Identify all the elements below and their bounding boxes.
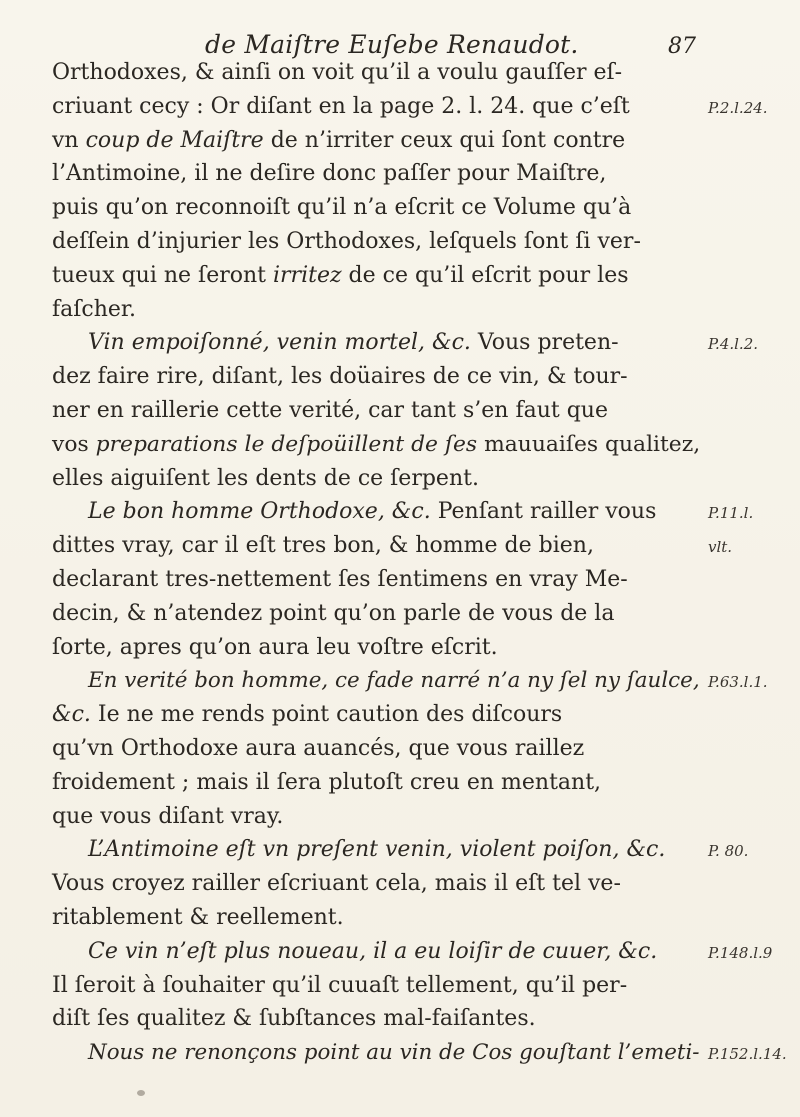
- text-line: [88, 327, 619, 359]
- text-run: decin, & n’atendez point qu’on parle de vous de la: [52, 600, 615, 626]
- text-run: ner en raillerie cette verité, car tant s’en faut que: [52, 398, 608, 423]
- text-line: [52, 598, 614, 630]
- italic-text-run: &c.: [52, 702, 91, 728]
- text-line: [52, 91, 630, 123]
- italic-text-run: irritez: [273, 262, 342, 288]
- page-number: 87: [668, 34, 696, 59]
- text-run: Orthodoxes, & ainſi on voit qu’il a voulu gauſſer eſ-: [52, 60, 623, 85]
- text-line: [52, 530, 594, 562]
- text-run: que vous diſant vray.: [52, 803, 284, 829]
- italic-text-run: En verité bon homme, ce fade narré n’a ny ſel ny ſaulce,: [88, 668, 700, 694]
- text-run: ſorte, apres qu’on aura leu voſtre eſcrit.: [52, 634, 498, 660]
- text-line: [52, 1003, 536, 1035]
- text-run: diſt ſes qualitez & ſubſtances mal-faiſantes.: [52, 1006, 536, 1032]
- text-line: [52, 361, 628, 393]
- text-line: [52, 57, 622, 89]
- text-line: [88, 1037, 700, 1069]
- text-run: Penſant railler vous: [430, 499, 657, 525]
- running-title: de Maiſtre Euſebe Renaudot.: [205, 30, 579, 59]
- text-run: l’Antimoine, il ne deſire donc paſſer pour Maiſtre,: [52, 161, 607, 187]
- margin-reference: P.152.l.14.: [708, 1045, 787, 1064]
- text-line: [52, 902, 344, 934]
- text-line: [88, 834, 665, 866]
- text-run: puis qu’on reconnoiſt qu’il n’a eſcrit ce Volume qu’à: [52, 195, 632, 221]
- ink-spot: [137, 1090, 145, 1096]
- margin-reference: P. 80.: [708, 842, 749, 861]
- italic-text-run: L’Antimoine eſt vn preſent venin, violent poiſon, &c.: [88, 837, 666, 863]
- text-line: [52, 564, 628, 596]
- italic-text-run: coup de Maiſtre: [85, 127, 264, 153]
- text-line: [52, 395, 608, 427]
- text-line: [88, 665, 700, 697]
- text-line: [52, 868, 621, 900]
- text-line: [52, 733, 584, 765]
- text-line: [88, 496, 656, 528]
- text-line: [52, 767, 601, 799]
- text-line: [52, 260, 629, 292]
- text-run: vos: [52, 431, 96, 457]
- italic-text-run: preparations le deſpoüillent de ſes: [95, 431, 478, 457]
- text-run: criuant cecy : Or diſant en la page 2. l. 24. que c’eſt: [52, 93, 630, 119]
- italic-text-run: Nous ne renonçons point au vin de Cos gouſtant l’emeti-: [88, 1040, 700, 1066]
- text-line: [52, 294, 136, 326]
- text-line: [52, 699, 562, 731]
- margin-reference: P.148.l.9: [708, 943, 773, 962]
- margin-reference: P.11.l.: [708, 504, 754, 523]
- text-run: faſcher.: [52, 296, 137, 322]
- text-line: [52, 429, 700, 461]
- text-run: mauuaiſes qualitez,: [477, 431, 701, 457]
- text-run: de ce qu’il eſcrit pour les: [341, 262, 629, 288]
- text-line: [52, 192, 631, 224]
- margin-reference: P.2.l.24.: [708, 98, 768, 117]
- italic-text-run: Vin empoiſonné, venin mortel, &c.: [88, 330, 471, 356]
- text-line: [52, 158, 606, 190]
- text-run: elles aiguiſent les dents de ce ſerpent.: [52, 465, 479, 491]
- text-line: [52, 463, 479, 495]
- text-line: [52, 632, 498, 664]
- margin-reference: P.4.l.2.: [708, 335, 759, 354]
- italic-text-run: Ce vin n’eſt plus noueau, il a eu loiſir de cuuer, &c.: [88, 938, 658, 964]
- text-run: ritablement & reellement.: [52, 905, 344, 930]
- text-line: [88, 936, 657, 968]
- text-run: tueux qui ne ſeront: [52, 262, 273, 288]
- text-run: Vous preten-: [470, 330, 619, 356]
- text-line: [52, 226, 641, 258]
- text-line: [52, 125, 625, 157]
- text-line: [52, 801, 283, 833]
- text-run: Il ſeroit à ſouhaiter qu’il cuuaſt tellement, qu’il per-: [52, 972, 628, 998]
- text-run: vn: [52, 127, 86, 153]
- text-run: froidement ; mais il ſera plutoſt creu en mentant,: [52, 769, 602, 795]
- text-run: Ie ne me rends point caution des diſcours: [90, 702, 563, 728]
- text-line: [52, 970, 627, 1002]
- text-run: deſſein d’injurier les Orthodoxes, leſquels ſont ſi ver-: [52, 229, 641, 254]
- margin-reference: vlt.: [708, 538, 733, 557]
- text-run: dez faire rire, diſant, les doüaires de ce vin, & tour-: [52, 364, 628, 390]
- text-run: declarant tres-nettement ſes ſentimens en vray Me-: [52, 567, 628, 592]
- margin-reference: P.63.l.1.: [708, 673, 768, 692]
- text-run: Vous croyez railler eſcriuant cela, mais il eſt tel ve-: [52, 871, 621, 897]
- text-run: de n’irriter ceux qui ſont contre: [263, 127, 626, 153]
- text-run: qu’vn Orthodoxe aura auancés, que vous raillez: [52, 736, 585, 761]
- text-run: dittes vray, car il eſt tres bon, & homme de bien,: [52, 533, 594, 559]
- page-header: [0, 14, 800, 59]
- italic-text-run: Le bon homme Orthodoxe, &c.: [88, 499, 431, 525]
